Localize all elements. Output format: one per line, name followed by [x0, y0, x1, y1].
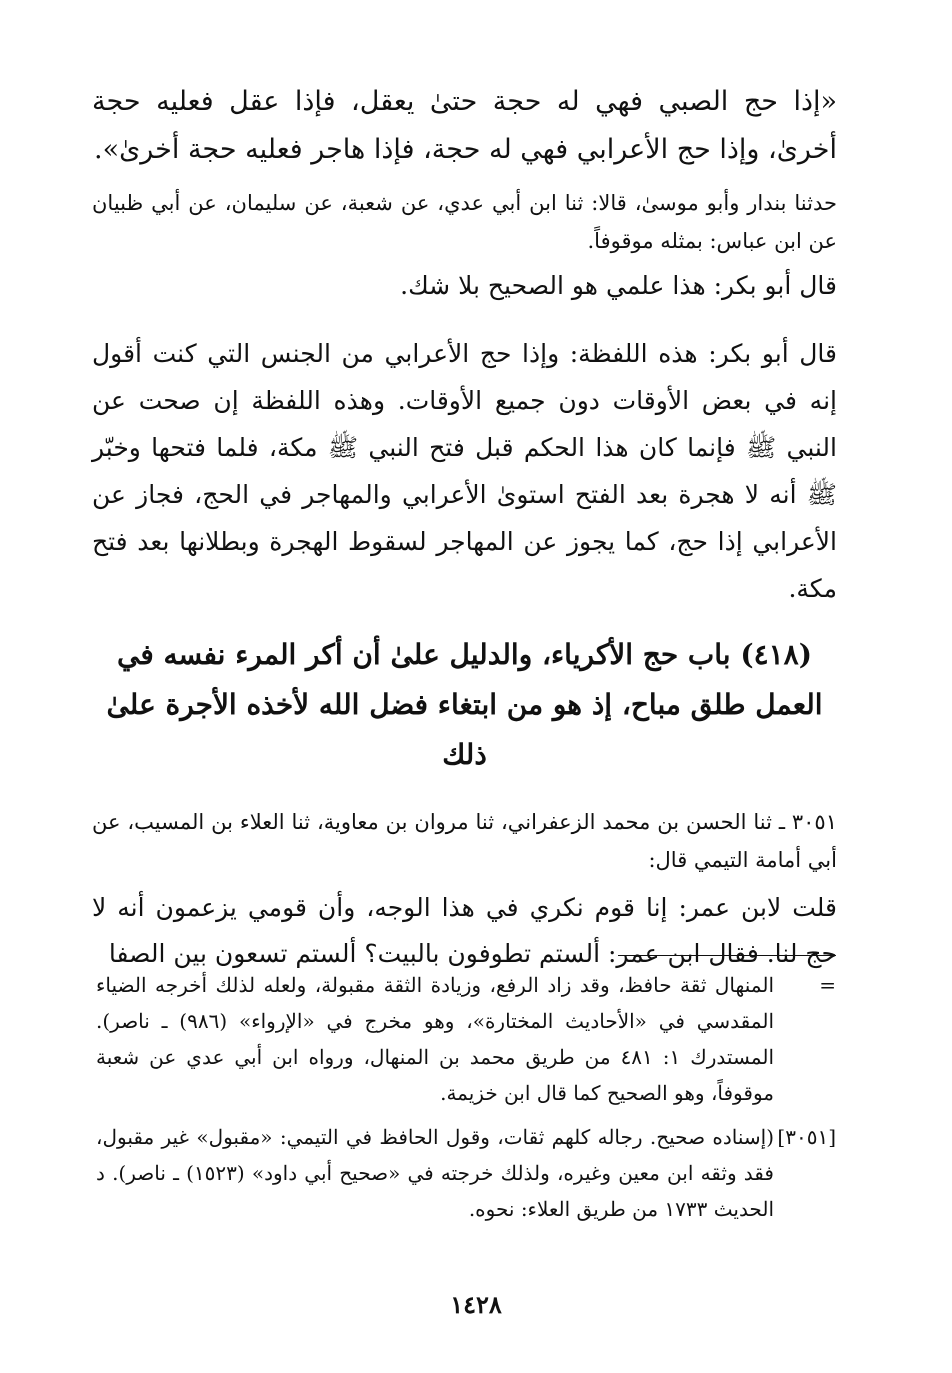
author-discussion: قال أبو بكر: هذه اللفظة: وإذا حج الأعرابي من الجنس التي كنت أقول إنه في بعض الأوقات دون جميع الأوقات. وهذه اللفظة إن صحت عن النبي ﷺ فإنما كان هذا الحكم قبل فتح النبي ﷺ مكة، فلما فتحها وخبّر ﷺ أنه لا هجرة بعد الفتح استوىٰ الأعرابي والمهاجر في الحج، فجاز عن الأعرابي إذا حج، كما يجوز عن المهاجر لسقوط الهجرة وبطلانها بعد فتح مكة.: [92, 339, 837, 603]
footnote-continuation: [96, 967, 836, 1111]
hadith-quote: «إذا حج الصبي فهي له حجة حتىٰ يعقل، فإذا عقل فعليه حجة أخرىٰ، وإذا حج الأعرابي فهي له حجة، فإذا هاجر فعليه حجة أخرىٰ».: [92, 86, 837, 165]
footnote-separator: [618, 955, 836, 956]
footnote-3051: [96, 1119, 836, 1227]
main-text-block: [92, 78, 837, 977]
chain-of-narration: حدثنا بندار وأبو موسىٰ، قالا: ثنا ابن أبي عدي، عن شعبة، عن سليمان، عن أبي ظبيان عن ابن عباس: بمثله موقوفاً.: [92, 191, 837, 253]
author-verdict: قال أبو بكر: هذا علمي هو الصحيح بلا شك.: [400, 271, 837, 300]
hadith-3051-text: قلت لابن عمر: إنا قوم نكري في هذا الوجه، وأن قومي يزعمون أنه لا حج لنا. فقال ابن عمر: ألستم تطوفون بالبيت؟ ألستم تسعون بين الصفا: [92, 893, 837, 969]
chapter-heading: (٤١٨) باب حج الأكرياء، والدليل علىٰ أن أكر المرء نفسه في العمل طلق مباح، إذ هو من ابتغاء فضل الله لأخذه الأجرة علىٰ ذلك: [106, 638, 823, 771]
footnote-text: (إسناده صحيح. رجاله كلهم ثقات، وقول الحافظ في التيمي: «مقبول» غير مقبول، فقد وثقه ابن معين وغيره، ولذلك خرجته في «صحيح أبي داود» (١٥٢٣) ـ ناصر). د الحديث ١٧٣٣ من طريق العلاء: نحوه.: [96, 1125, 774, 1221]
footnote-marker: [٣٠٥١]: [777, 1125, 836, 1149]
footnote-marker: =: [819, 973, 836, 997]
footnote-text: المنهال ثقة حافظ، وقد زاد الرفع، وزيادة الثقة مقبولة، ولعله لذلك أخرجه الضياء المقدسي في «الأحاديث المختارة»، وهو مخرج في «الإرواء» (٩٨٦) ـ ناصر). المستدرك ١: ٤٨١ من طريق محمد بن المنهال، ورواه ابن أبي عدي عن شعبة موقوفاً، وهو الصحيح كما قال ابن خزيمة.: [96, 973, 775, 1105]
page-number: ١٤٢٨: [450, 1290, 502, 1319]
footnotes: [96, 967, 836, 1227]
hadith-3051-isnad: ٣٠٥١ ـ ثنا الحسن بن محمد الزعفراني، ثنا مروان بن معاوية، ثنا العلاء بن المسيب، عن أبي أمامة التيمي قال:: [92, 810, 837, 873]
